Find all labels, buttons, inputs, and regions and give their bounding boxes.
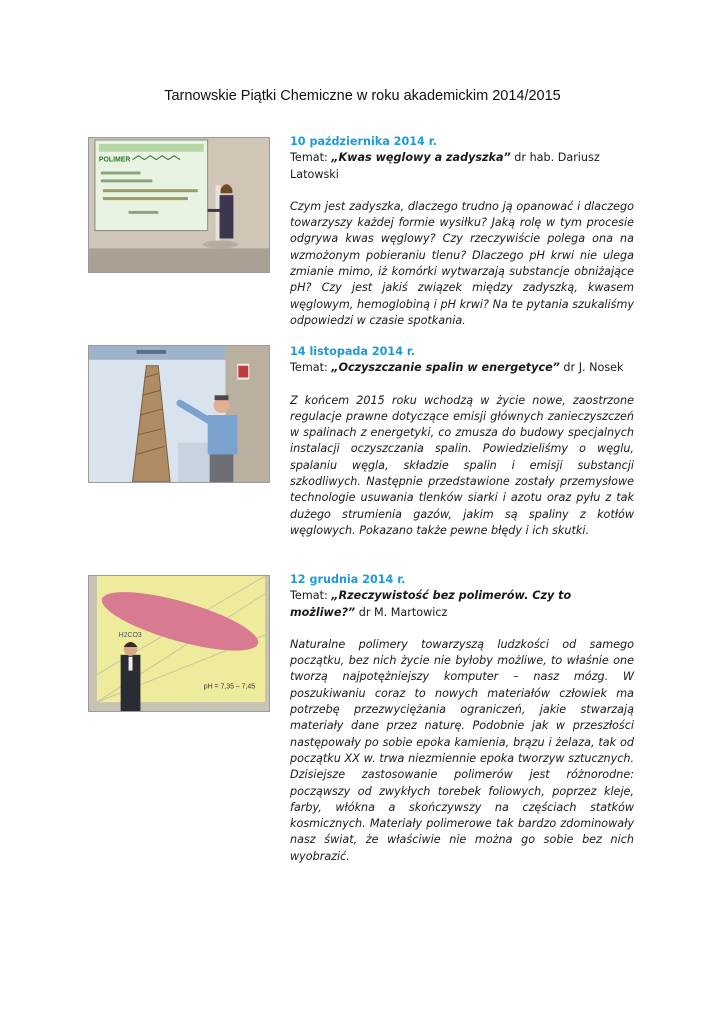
lecture-topic: Temat: „Kwas węglowy a zadyszka” dr hab. Dariusz Latowski: [290, 151, 600, 181]
svg-text:pH = 7,35 – 7,45: pH = 7,35 – 7,45: [203, 683, 256, 691]
lecture-date: 14 listopada 2014 r.: [290, 345, 416, 358]
lecture-topic: Temat: „Oczyszczanie spalin w energetyce” dr J. Nosek: [290, 361, 624, 375]
lecture-entry-2: [290, 344, 634, 539]
lecture-topic: Temat: „Rzeczywistość bez polimerów. Czy to możliwe?” dr M. Martowicz: [290, 589, 572, 619]
lecture-description: Naturalne polimery towarzyszą ludzkości od samego początku, bez nich życie nie byłoby możliwe, to właśnie one tworzą najpotężniejszy komputer – nasz mózg. W poszukiwaniu coraz to nowych materiałów człowiek ma potrzebę przezwyciężania ograniczeń, jakie stwarzają materiały dane przez naturę. Podobnie jak w przeszłości następowały po sobie epoka kamienia, brązu i żelaza, tak od początku XX w. trwa niezmiennie epoka tworzyw sztucznych. Dzisiejsze zastosowanie polimerów jest różnorodne: począwszy od zwykłych torebek foliowych, poprzez kleje, farby, włókna a skończywszy na częściach statków kosmicznych. Materiały polimerowe tak bardzo zdominowały nasz świat, że właściwie nie można go sobie bez nich wyobrazić.: [290, 637, 634, 863]
lecture-description: Czym jest zadyszka, dlaczego trudno ją opanować i dlaczego towarzyszy każdej formie wysiłku? Jaką rolę w tym procesie odgrywa kwas węglowy? Czy rzeczywiście polega ona na wzmożonym pobieraniu tlenu? Dlaczego pH krwi nie ulega zmianie mimo, iż komórki wytwarzają substancje obniżające pH? Czy jest jakiś związek między zadyszką, kwasem węglowym, hemoglobiną i pH krwi? Na te pytania szukaliśmy odpowiedzi w czasie spotkania.: [290, 199, 634, 327]
lecture-speaker: dr J. Nosek: [559, 361, 624, 375]
lecture-photo-3: [88, 575, 270, 712]
page-title: Tarnowskie Piątki Chemiczne w roku akademickim 2014/2015: [164, 88, 561, 104]
lecture-speaker: dr M. Martowicz: [355, 605, 448, 619]
lecture-title: „Rzeczywistość bez polimerów. Czy to możliwe?”: [290, 589, 572, 619]
lecture-title: „Kwas węglowy a zadyszka”: [331, 151, 511, 165]
lecture-date: 10 października 2014 r.: [290, 135, 437, 148]
svg-text:POLIMER: POLIMER: [98, 156, 131, 164]
lecture-speaker: dr hab. Dariusz Latowski: [290, 151, 600, 181]
lecture-title: „Oczyszczanie spalin w energetyce”: [331, 361, 560, 375]
lecture-description: Z końcem 2015 roku wchodzą w życie nowe, zaostrzone regulacje prawne dotyczące emisji głównych zanieczyszczeń w spalinach z energetyki, co zmusza do budowy specjalnych instalacji oczyszczania spalin. Powiedzieliśmy o węglu, spalaniu węgla, składzie spalin i emisji substancji szkodliwych. Następnie przedstawione zostały przemysłowe technologie usuwania tlenków siarki i azotu oraz pyłu z tak dużego strumienia gazów, jakim są spaliny z kotłów węglowych. Pokazano także pewne błędy i ich skutki.: [290, 393, 634, 537]
lecture-entry-1: [290, 134, 634, 329]
lecture-photo-1: [88, 137, 270, 273]
svg-text:H2CO3: H2CO3: [118, 632, 142, 640]
lecture-entry-3: [290, 572, 634, 865]
lecture-date: 12 grudnia 2014 r.: [290, 573, 406, 586]
lecture-photo-2: [88, 345, 270, 483]
